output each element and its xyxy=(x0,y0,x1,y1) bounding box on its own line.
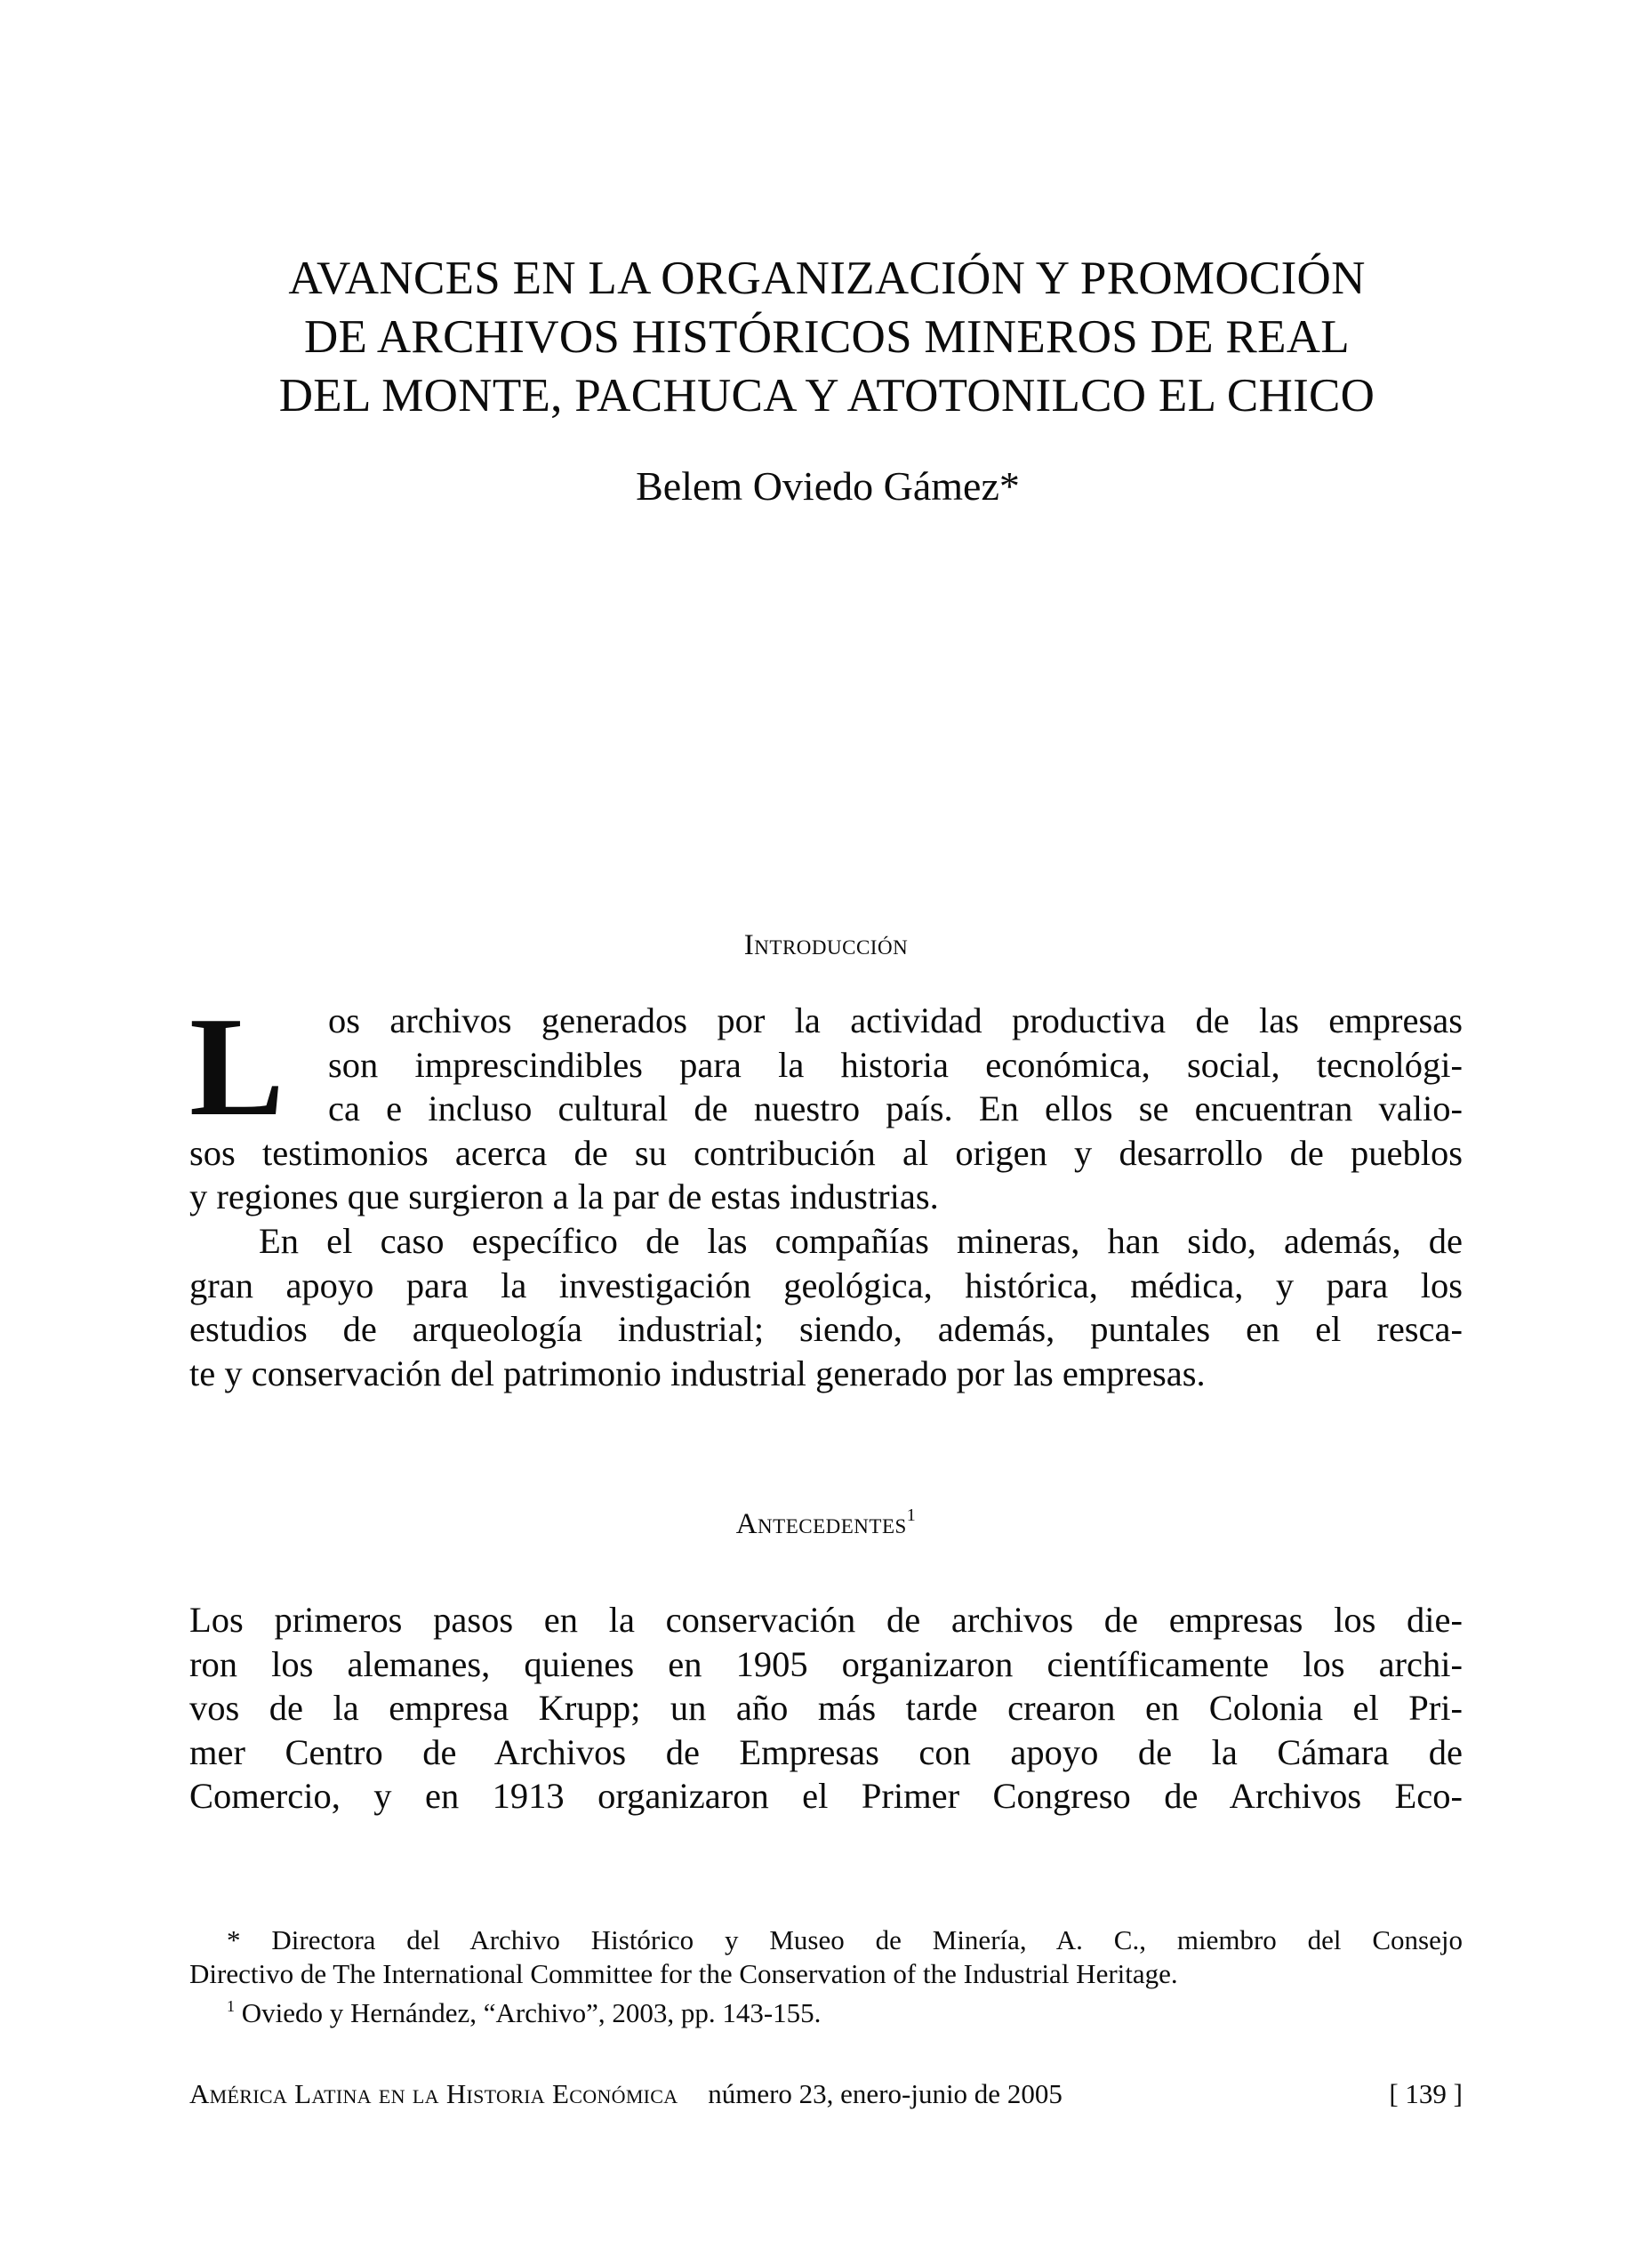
introduccion-body xyxy=(189,987,1463,1395)
text-line: Los primeros pasos en la conservación de archivos de empresas los die- xyxy=(189,1600,1463,1640)
title-line: DE ARCHIVOS HISTÓRICOS MINEROS DE REAL xyxy=(303,311,1350,363)
author-name: Belem Oviedo Gámez* xyxy=(636,463,1020,509)
section-heading-text: Introducción xyxy=(743,929,909,961)
footnotes xyxy=(189,1923,1463,2030)
text-line: En el caso específico de las compañías mineras, han sido, además, de xyxy=(259,1220,1463,1261)
text-line: vos de la empresa Krupp; un año más tarde crearon en Colonia el Pri- xyxy=(189,1688,1463,1729)
text-line: te y conservación del patrimonio industrial generado por las empresas. xyxy=(189,1353,1206,1393)
author-byline xyxy=(0,462,1652,510)
text-line: os archivos generados por la actividad productiva de las empresas xyxy=(328,1000,1463,1040)
journal-name: América Latina en la Historia Económica xyxy=(189,2078,678,2109)
antecedentes-body xyxy=(189,1598,1463,1818)
section-heading-antecedentes xyxy=(0,1505,1652,1541)
page-number: [ 139 ] xyxy=(1389,2078,1463,2109)
text-line: Comercio, y en 1913 organizaron el Primer Congreso de Archivos Eco- xyxy=(189,1776,1463,1817)
section-heading-text: Antecedentes xyxy=(735,1508,907,1540)
paragraph xyxy=(189,1598,1463,1818)
text-line: y regiones que surgieron a la par de estas industrias. xyxy=(189,1176,939,1217)
footnote-author-cont: Directivo de The International Committee for the Conservation of the Industrial Heritage. xyxy=(189,1957,1178,1989)
text-line: ca e incluso cultural de nuestro país. En ellos se encuentran valio- xyxy=(328,1088,1463,1129)
footnote-author: * Directora del Archivo Histórico y Museo de Minería, A. C., miembro del Consejo xyxy=(227,1924,1463,1955)
issue-info: número 23, enero-junio de 2005 xyxy=(708,2078,1063,2109)
title-line: AVANCES EN LA ORGANIZACIÓN Y PROMOCIÓN xyxy=(288,253,1366,304)
footnote-1 xyxy=(189,1990,1463,2030)
title-line: DEL MONTE, PACHUCA Y ATOTONILCO EL CHICO xyxy=(278,370,1375,421)
paragraph xyxy=(189,987,1463,1219)
footnote-marker: 1 xyxy=(227,1997,235,2015)
article-title xyxy=(204,249,1449,425)
text-line: estudios de arqueología industrial; siendo, además, puntales en el resca- xyxy=(189,1309,1463,1350)
page-footer xyxy=(189,2078,1463,2110)
text-line: son imprescindibles para la historia económica, social, tecnológi- xyxy=(328,1044,1463,1085)
text-line: sos testimonios acerca de su contribución al origen y desarrollo de pueblos xyxy=(189,1132,1463,1173)
text-line: ron los alemanes, quienes en 1905 organizaron científicamente los archi- xyxy=(189,1643,1463,1684)
text-line: mer Centro de Archivos de Empresas con apoyo de la Cámara de xyxy=(189,1731,1463,1772)
paragraph xyxy=(189,1219,1463,1395)
section-heading-introduccion xyxy=(0,929,1652,962)
footnote-reference[interactable]: 1 xyxy=(906,1505,917,1525)
text-line: gran apoyo para la investigación geológica, histórica, médica, y para los xyxy=(189,1264,1463,1305)
drop-cap: L xyxy=(189,987,285,1145)
footnote-text: Oviedo y Hernández, “Archivo”, 2003, pp. 143-155. xyxy=(241,1997,822,2028)
